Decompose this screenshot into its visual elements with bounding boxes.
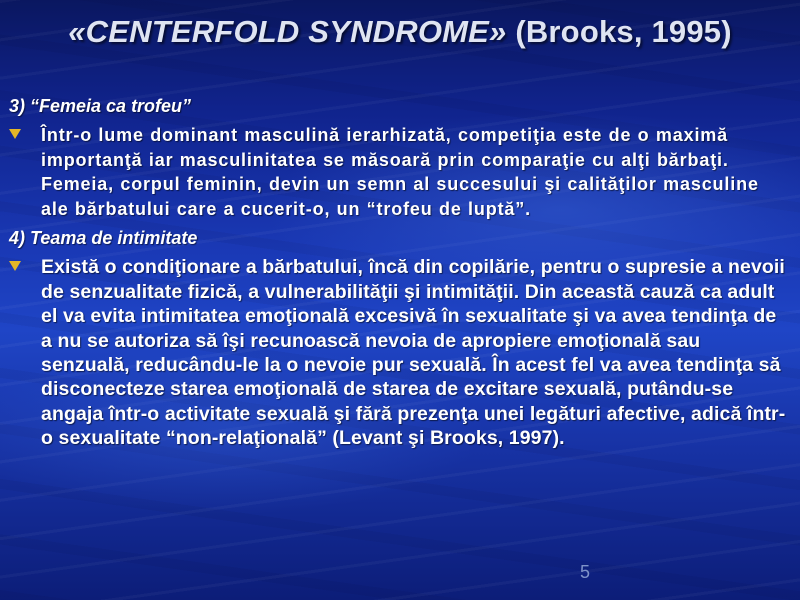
bullet-item-trophy <box>9 123 787 221</box>
slide-title-citation: (Brooks, 1995) <box>515 14 732 49</box>
bullet-text-trophy: Într-o lume dominant masculină ierarhizată, competiţia este de o maximă importanţă iar masculinitatea se măsoară prin comparaţie cu alţi bărbaţi. Femeia, corpul feminin, devin un semn al succesului şi calităţilor masculine ale bărbatului care a cucerit-o, un “trofeu de luptă”. <box>41 125 759 219</box>
bullet-triangle-icon <box>9 129 21 139</box>
slide-title-main: «CENTERFOLD SYNDROME» <box>68 14 507 49</box>
slide-content <box>9 95 787 451</box>
page-number: 5 <box>580 562 591 582</box>
bullet-item-intimacy <box>9 255 787 450</box>
bullet-text-intimacy: Există o condiţionare a bărbatului, încă din copilărie, pentru o supresie a nevoii de senzualitate fizică, a vulnerabilităţii şi intimităţii. Din această cauză ca adult el va evita intimitatea emoţională excesivă în sexualitate şi va avea tendinţa de a nu se autoriza să îşi recunoască nevoia de apropiere emoţională sau senzuală, reducându-le la o nevoie pur sexuală. În acest fel va avea tendinţa să disconecteze starea emoţională de starea de excitare sexuală, putându-se angaja într-o activitate sexuală şi fără prezenţa unei legături afective, adică într-o sexualitate “non-relaţională” (Levant şi Brooks, 1997). <box>41 256 786 450</box>
section-heading-intimacy: 4) Teama de intimitate <box>9 228 198 249</box>
slide-title <box>0 14 800 50</box>
bullet-triangle-icon <box>9 261 21 271</box>
section-heading-trophy: 3) “Femeia ca trofeu” <box>9 96 192 116</box>
